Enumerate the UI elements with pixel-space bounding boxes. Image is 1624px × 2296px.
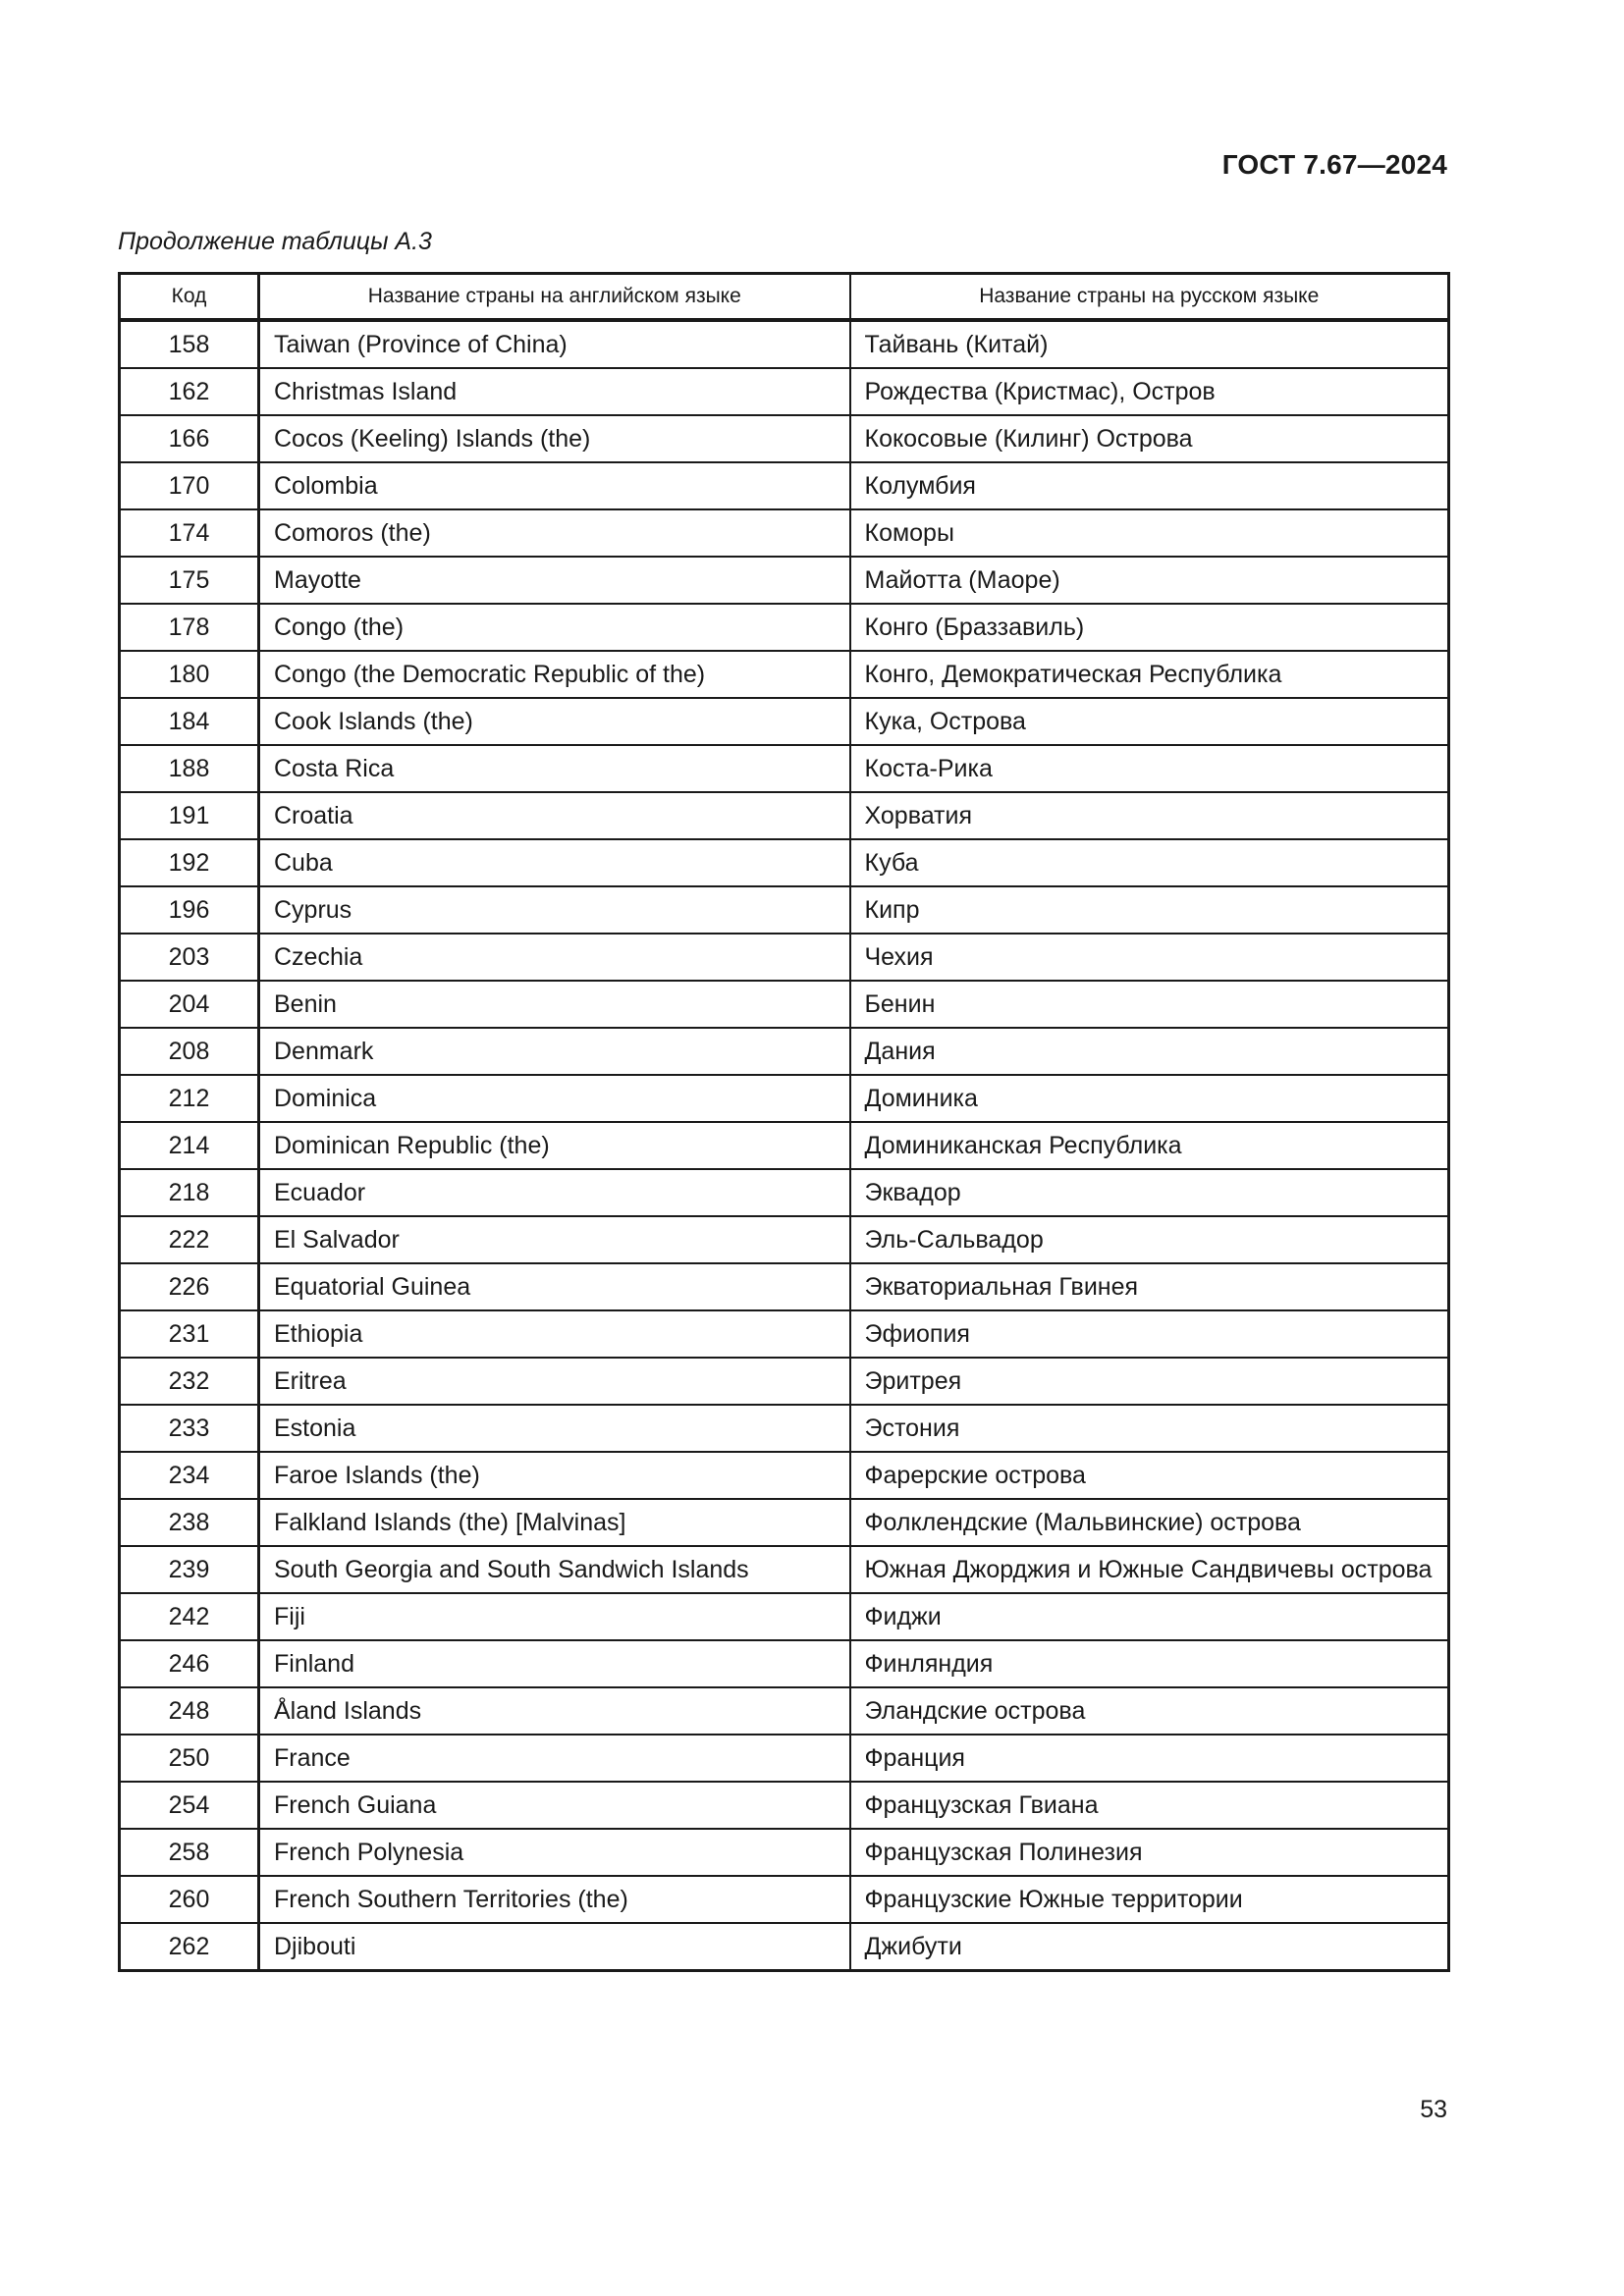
table-row xyxy=(120,1452,1449,1499)
english-name-cell: Faroe Islands (the) xyxy=(259,1452,850,1499)
russian-name-cell: Французские Южные территории xyxy=(850,1876,1449,1923)
russian-name-cell: Конго, Демократическая Республика xyxy=(850,651,1449,698)
table-row xyxy=(120,934,1449,981)
table-row xyxy=(120,1499,1449,1546)
english-name-cell: France xyxy=(259,1735,850,1782)
russian-name-cell: Фиджи xyxy=(850,1593,1449,1640)
header-row xyxy=(120,274,1449,321)
english-name-cell: Dominican Republic (the) xyxy=(259,1122,850,1169)
russian-name-cell: Кука, Острова xyxy=(850,698,1449,745)
table-row xyxy=(120,839,1449,886)
english-name-cell: Comoros (the) xyxy=(259,509,850,557)
country-code-cell: 178 xyxy=(120,604,259,651)
country-code-cell: 166 xyxy=(120,415,259,462)
russian-name-cell: Французская Гвиана xyxy=(850,1782,1449,1829)
table-row xyxy=(120,604,1449,651)
russian-name-cell: Джибути xyxy=(850,1923,1449,1971)
table-row xyxy=(120,1923,1449,1971)
english-name-cell: Equatorial Guinea xyxy=(259,1263,850,1310)
country-code-cell: 246 xyxy=(120,1640,259,1687)
russian-name-cell: Франция xyxy=(850,1735,1449,1782)
country-code-cell: 250 xyxy=(120,1735,259,1782)
english-name-cell: Cyprus xyxy=(259,886,850,934)
table-row xyxy=(120,1735,1449,1782)
english-name-cell: Cocos (Keeling) Islands (the) xyxy=(259,415,850,462)
english-name-cell: Congo (the) xyxy=(259,604,850,651)
english-name-cell: Czechia xyxy=(259,934,850,981)
table-caption: Продолжение таблицы А.3 xyxy=(118,228,432,255)
table-header xyxy=(120,274,1449,321)
english-name-cell: Djibouti xyxy=(259,1923,850,1971)
russian-name-cell: Хорватия xyxy=(850,792,1449,839)
country-code-cell: 175 xyxy=(120,557,259,604)
russian-name-cell: Майотта (Маоре) xyxy=(850,557,1449,604)
english-name-cell: Cuba xyxy=(259,839,850,886)
table-row xyxy=(120,1216,1449,1263)
country-code-cell: 260 xyxy=(120,1876,259,1923)
country-codes-table xyxy=(118,272,1450,1972)
country-code-cell: 212 xyxy=(120,1075,259,1122)
country-code-cell: 192 xyxy=(120,839,259,886)
english-name-cell: Dominica xyxy=(259,1075,850,1122)
english-name-cell: Croatia xyxy=(259,792,850,839)
country-code-cell: 239 xyxy=(120,1546,259,1593)
table-row xyxy=(120,745,1449,792)
table-row xyxy=(120,1310,1449,1358)
country-code-cell: 232 xyxy=(120,1358,259,1405)
english-name-cell: South Georgia and South Sandwich Islands xyxy=(259,1546,850,1593)
country-code-cell: 231 xyxy=(120,1310,259,1358)
country-code-cell: 238 xyxy=(120,1499,259,1546)
table-row xyxy=(120,1782,1449,1829)
country-code-cell: 170 xyxy=(120,462,259,509)
table-row xyxy=(120,981,1449,1028)
russian-name-cell: Эритрея xyxy=(850,1358,1449,1405)
table-row xyxy=(120,1640,1449,1687)
country-code-cell: 226 xyxy=(120,1263,259,1310)
document-header: ГОСТ 7.67—2024 xyxy=(1221,149,1447,180)
column-header-russian-name: Название страны на русском языке xyxy=(850,274,1449,321)
table-row xyxy=(120,557,1449,604)
country-code-cell: 174 xyxy=(120,509,259,557)
table-row xyxy=(120,1405,1449,1452)
russian-name-cell: Южная Джорджия и Южные Сандвичевы острова xyxy=(850,1546,1449,1593)
russian-name-cell: Коста-Рика xyxy=(850,745,1449,792)
english-name-cell: Colombia xyxy=(259,462,850,509)
table-row xyxy=(120,698,1449,745)
country-code-cell: 262 xyxy=(120,1923,259,1971)
country-code-cell: 254 xyxy=(120,1782,259,1829)
english-name-cell: Denmark xyxy=(259,1028,850,1075)
table-row xyxy=(120,1169,1449,1216)
russian-name-cell: Дания xyxy=(850,1028,1449,1075)
country-code-cell: 158 xyxy=(120,320,259,368)
country-code-cell: 204 xyxy=(120,981,259,1028)
table-row xyxy=(120,1829,1449,1876)
page-number: 53 xyxy=(1420,2096,1447,2123)
country-code-cell: 162 xyxy=(120,368,259,415)
english-name-cell: French Southern Territories (the) xyxy=(259,1876,850,1923)
country-code-cell: 188 xyxy=(120,745,259,792)
table-row xyxy=(120,462,1449,509)
country-code-cell: 208 xyxy=(120,1028,259,1075)
english-name-cell: Ethiopia xyxy=(259,1310,850,1358)
russian-name-cell: Кипр xyxy=(850,886,1449,934)
table-row xyxy=(120,1876,1449,1923)
table-row xyxy=(120,320,1449,368)
table-row xyxy=(120,1028,1449,1075)
english-name-cell: Ecuador xyxy=(259,1169,850,1216)
country-code-cell: 218 xyxy=(120,1169,259,1216)
russian-name-cell: Конго (Браззавиль) xyxy=(850,604,1449,651)
russian-name-cell: Эфиопия xyxy=(850,1310,1449,1358)
english-name-cell: Costa Rica xyxy=(259,745,850,792)
country-code-cell: 203 xyxy=(120,934,259,981)
russian-name-cell: Эландские острова xyxy=(850,1687,1449,1735)
english-name-cell: Taiwan (Province of China) xyxy=(259,320,850,368)
russian-name-cell: Эль-Сальвадор xyxy=(850,1216,1449,1263)
country-code-cell: 248 xyxy=(120,1687,259,1735)
country-code-cell: 258 xyxy=(120,1829,259,1876)
country-code-cell: 180 xyxy=(120,651,259,698)
table-row xyxy=(120,1593,1449,1640)
country-code-cell: 234 xyxy=(120,1452,259,1499)
english-name-cell: Finland xyxy=(259,1640,850,1687)
table-row xyxy=(120,1075,1449,1122)
russian-name-cell: Тайвань (Китай) xyxy=(850,320,1449,368)
country-code-cell: 214 xyxy=(120,1122,259,1169)
russian-name-cell: Рождества (Кристмас), Остров xyxy=(850,368,1449,415)
russian-name-cell: Доминика xyxy=(850,1075,1449,1122)
russian-name-cell: Кокосовые (Килинг) Острова xyxy=(850,415,1449,462)
country-code-cell: 242 xyxy=(120,1593,259,1640)
table-body xyxy=(120,320,1449,1971)
russian-name-cell: Чехия xyxy=(850,934,1449,981)
country-code-cell: 233 xyxy=(120,1405,259,1452)
country-code-cell: 191 xyxy=(120,792,259,839)
russian-name-cell: Колумбия xyxy=(850,462,1449,509)
table-row xyxy=(120,1263,1449,1310)
table-row xyxy=(120,792,1449,839)
table-row xyxy=(120,368,1449,415)
table-row xyxy=(120,415,1449,462)
russian-name-cell: Финляндия xyxy=(850,1640,1449,1687)
english-name-cell: Benin xyxy=(259,981,850,1028)
english-name-cell: French Guiana xyxy=(259,1782,850,1829)
table-row xyxy=(120,1358,1449,1405)
table-row xyxy=(120,1546,1449,1593)
english-name-cell: Eritrea xyxy=(259,1358,850,1405)
russian-name-cell: Куба xyxy=(850,839,1449,886)
english-name-cell: French Polynesia xyxy=(259,1829,850,1876)
russian-name-cell: Доминиканская Республика xyxy=(850,1122,1449,1169)
country-code-cell: 196 xyxy=(120,886,259,934)
country-code-cell: 222 xyxy=(120,1216,259,1263)
english-name-cell: Congo (the Democratic Republic of the) xyxy=(259,651,850,698)
russian-name-cell: Эстония xyxy=(850,1405,1449,1452)
english-name-cell: El Salvador xyxy=(259,1216,850,1263)
russian-name-cell: Эквадор xyxy=(850,1169,1449,1216)
table-row xyxy=(120,651,1449,698)
table-row xyxy=(120,1687,1449,1735)
english-name-cell: Christmas Island xyxy=(259,368,850,415)
table-row xyxy=(120,886,1449,934)
russian-name-cell: Коморы xyxy=(850,509,1449,557)
english-name-cell: Åland Islands xyxy=(259,1687,850,1735)
english-name-cell: Estonia xyxy=(259,1405,850,1452)
english-name-cell: Cook Islands (the) xyxy=(259,698,850,745)
table-row xyxy=(120,509,1449,557)
column-header-code: Код xyxy=(120,274,259,321)
russian-name-cell: Фолклендские (Мальвинские) острова xyxy=(850,1499,1449,1546)
english-name-cell: Mayotte xyxy=(259,557,850,604)
english-name-cell: Falkland Islands (the) [Malvinas] xyxy=(259,1499,850,1546)
russian-name-cell: Экваториальная Гвинея xyxy=(850,1263,1449,1310)
table-row xyxy=(120,1122,1449,1169)
column-header-english-name: Название страны на английском языке xyxy=(259,274,850,321)
english-name-cell: Fiji xyxy=(259,1593,850,1640)
russian-name-cell: Французская Полинезия xyxy=(850,1829,1449,1876)
russian-name-cell: Фарерские острова xyxy=(850,1452,1449,1499)
country-code-cell: 184 xyxy=(120,698,259,745)
russian-name-cell: Бенин xyxy=(850,981,1449,1028)
